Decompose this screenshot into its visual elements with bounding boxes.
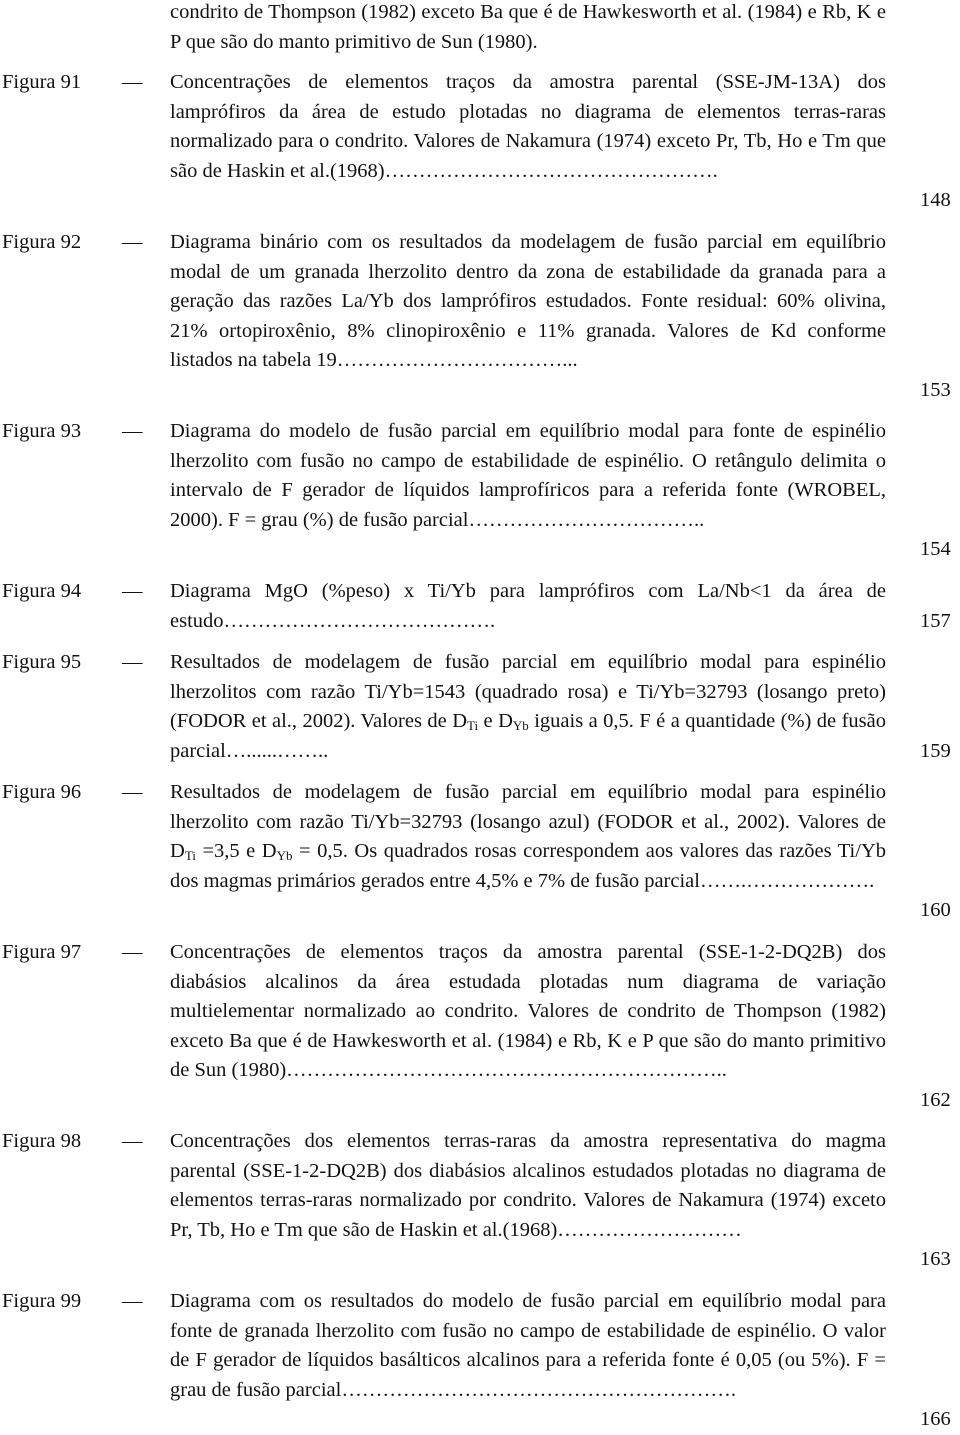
page-number: 148 <box>920 189 951 211</box>
dash-separator: — <box>122 1130 143 1152</box>
figure-description: Concentrações dos elementos terras-raras da amostra representativa do magma parental (SSE-1-2-DQ2B) dos diabásios alcalinos estudados plotadas no diagrama de elementos terras-raras normalizado por condrito. Valores de Nakamura (1974) exceto Pr, Tb, Ho e Tm que são de Haskin et al.(1968)……………………… <box>170 1130 886 1241</box>
page-number: 160 <box>920 899 951 921</box>
page-number: 163 <box>920 1248 951 1270</box>
page-number: 157 <box>920 610 951 632</box>
page-number: 154 <box>920 538 951 560</box>
continued-entry-text: condrito de Thompson (1982) exceto Ba que é de Hawkesworth et al. (1984) e Rb, K e P que são do manto primitivo de Sun (1980). <box>170 1 886 53</box>
dash-separator: — <box>122 71 143 93</box>
figure-label: Figura 93 <box>2 420 82 442</box>
dash-separator: — <box>122 781 143 803</box>
page-number: 153 <box>920 379 951 401</box>
figure-description: Resultados de modelagem de fusão parcial em equilíbrio modal para espinélio lherzolitos com razão Ti/Yb=1543 (quadrado rosa) e Ti/Yb=32793 (losango preto) (FODOR et al., 2002). Valores de $D_{Ti}$ e $D_{Yb}$ iguais a 0,5. F é a quantidade (%) de fusão parcial…......…….. <box>170 651 886 762</box>
figure-label: Figura 97 <box>2 941 82 963</box>
dash-separator: — <box>122 231 143 253</box>
dash-separator: — <box>122 941 143 963</box>
figure-label: Figura 98 <box>2 1130 82 1152</box>
figure-description: Concentrações de elementos traços da amostra parental (SSE-JM-13A) dos lamprófiros da área de estudo plotadas no diagrama de elementos terras-raras normalizado para o condrito. Valores de Nakamura (1974) exceto Pr, Tb, Ho e Tm que são de Haskin et al.(1968)…………………………………………. <box>170 71 886 182</box>
page-number: 162 <box>920 1089 951 1111</box>
figure-label: Figura 92 <box>2 231 82 253</box>
dash-separator: — <box>122 651 143 673</box>
figure-label: Figura 99 <box>2 1290 82 1312</box>
figure-description: Diagrama MgO (%peso) x Ti/Yb para lamprófiros com La/Nb<1 da área de estudo…………………………………. <box>170 580 886 632</box>
page-number: 159 <box>920 740 951 762</box>
figure-label: Figura 96 <box>2 781 82 803</box>
figure-label: Figura 91 <box>2 71 82 93</box>
figure-description: Diagrama do modelo de fusão parcial em equilíbrio modal para fonte de espinélio lherzolito com fusão no campo de estabilidade de espinélio. O retângulo delimita o intervalo de F gerador de líquidos lamprofíricos para a referida fonte (WROBEL, 2000). F = grau (%) de fusão parcial…………………………….. <box>170 420 886 531</box>
dash-separator: — <box>122 1290 143 1312</box>
figure-description: Resultados de modelagem de fusão parcial em equilíbrio modal para espinélio lherzolito com razão Ti/Yb=32793 (losango azul) (FODOR et al., 2002). Valores de $D_{Ti} =3,5$ e $D_{Yb} = 0,5$. Os quadrados rosas correspondem aos valores das razões Ti/Yb dos magmas primários gerados entre 4,5% e 7% de fusão parcial…….………………. <box>170 781 886 892</box>
dash-separator: — <box>122 580 143 602</box>
figure-description: Diagrama com os resultados do modelo de fusão parcial em equilíbrio modal para fonte de granada lherzolito com fusão no campo de estabilidade de espinélio. O valor de F gerador de líquidos basálticos alcalinos para a referida fonte é 0,05 (ou 5%). F = grau de fusão parcial…………………………………………………. <box>170 1290 886 1401</box>
figure-label: Figura 94 <box>2 580 82 602</box>
page-number: 166 <box>920 1408 951 1430</box>
figure-label: Figura 95 <box>2 651 82 673</box>
figure-description: Diagrama binário com os resultados da modelagem de fusão parcial em equilíbrio modal de um granada lherzolito dentro da zona de estabilidade da granada para a geração das razões La/Yb dos lamprófiros estudados. Fonte residual: 60% olivina, 21% ortopiroxênio, 8% clinopiroxênio e 11% granada. Valores de Kd conforme listados na tabela 19……………………………... <box>170 231 886 372</box>
dash-separator: — <box>122 420 143 442</box>
figure-description: Concentrações de elementos traços da amostra parental (SSE-1-2-DQ2B) dos diabásios alcalinos da área estudada plotadas num diagrama de variação multielementar normalizado ao condrito. Valores de condrito de Thompson (1982) exceto Ba que é de Hawkesworth et al. (1984) e Rb, K e P que são do manto primitivo de Sun (1980)……………………………………………………….. <box>170 941 886 1082</box>
